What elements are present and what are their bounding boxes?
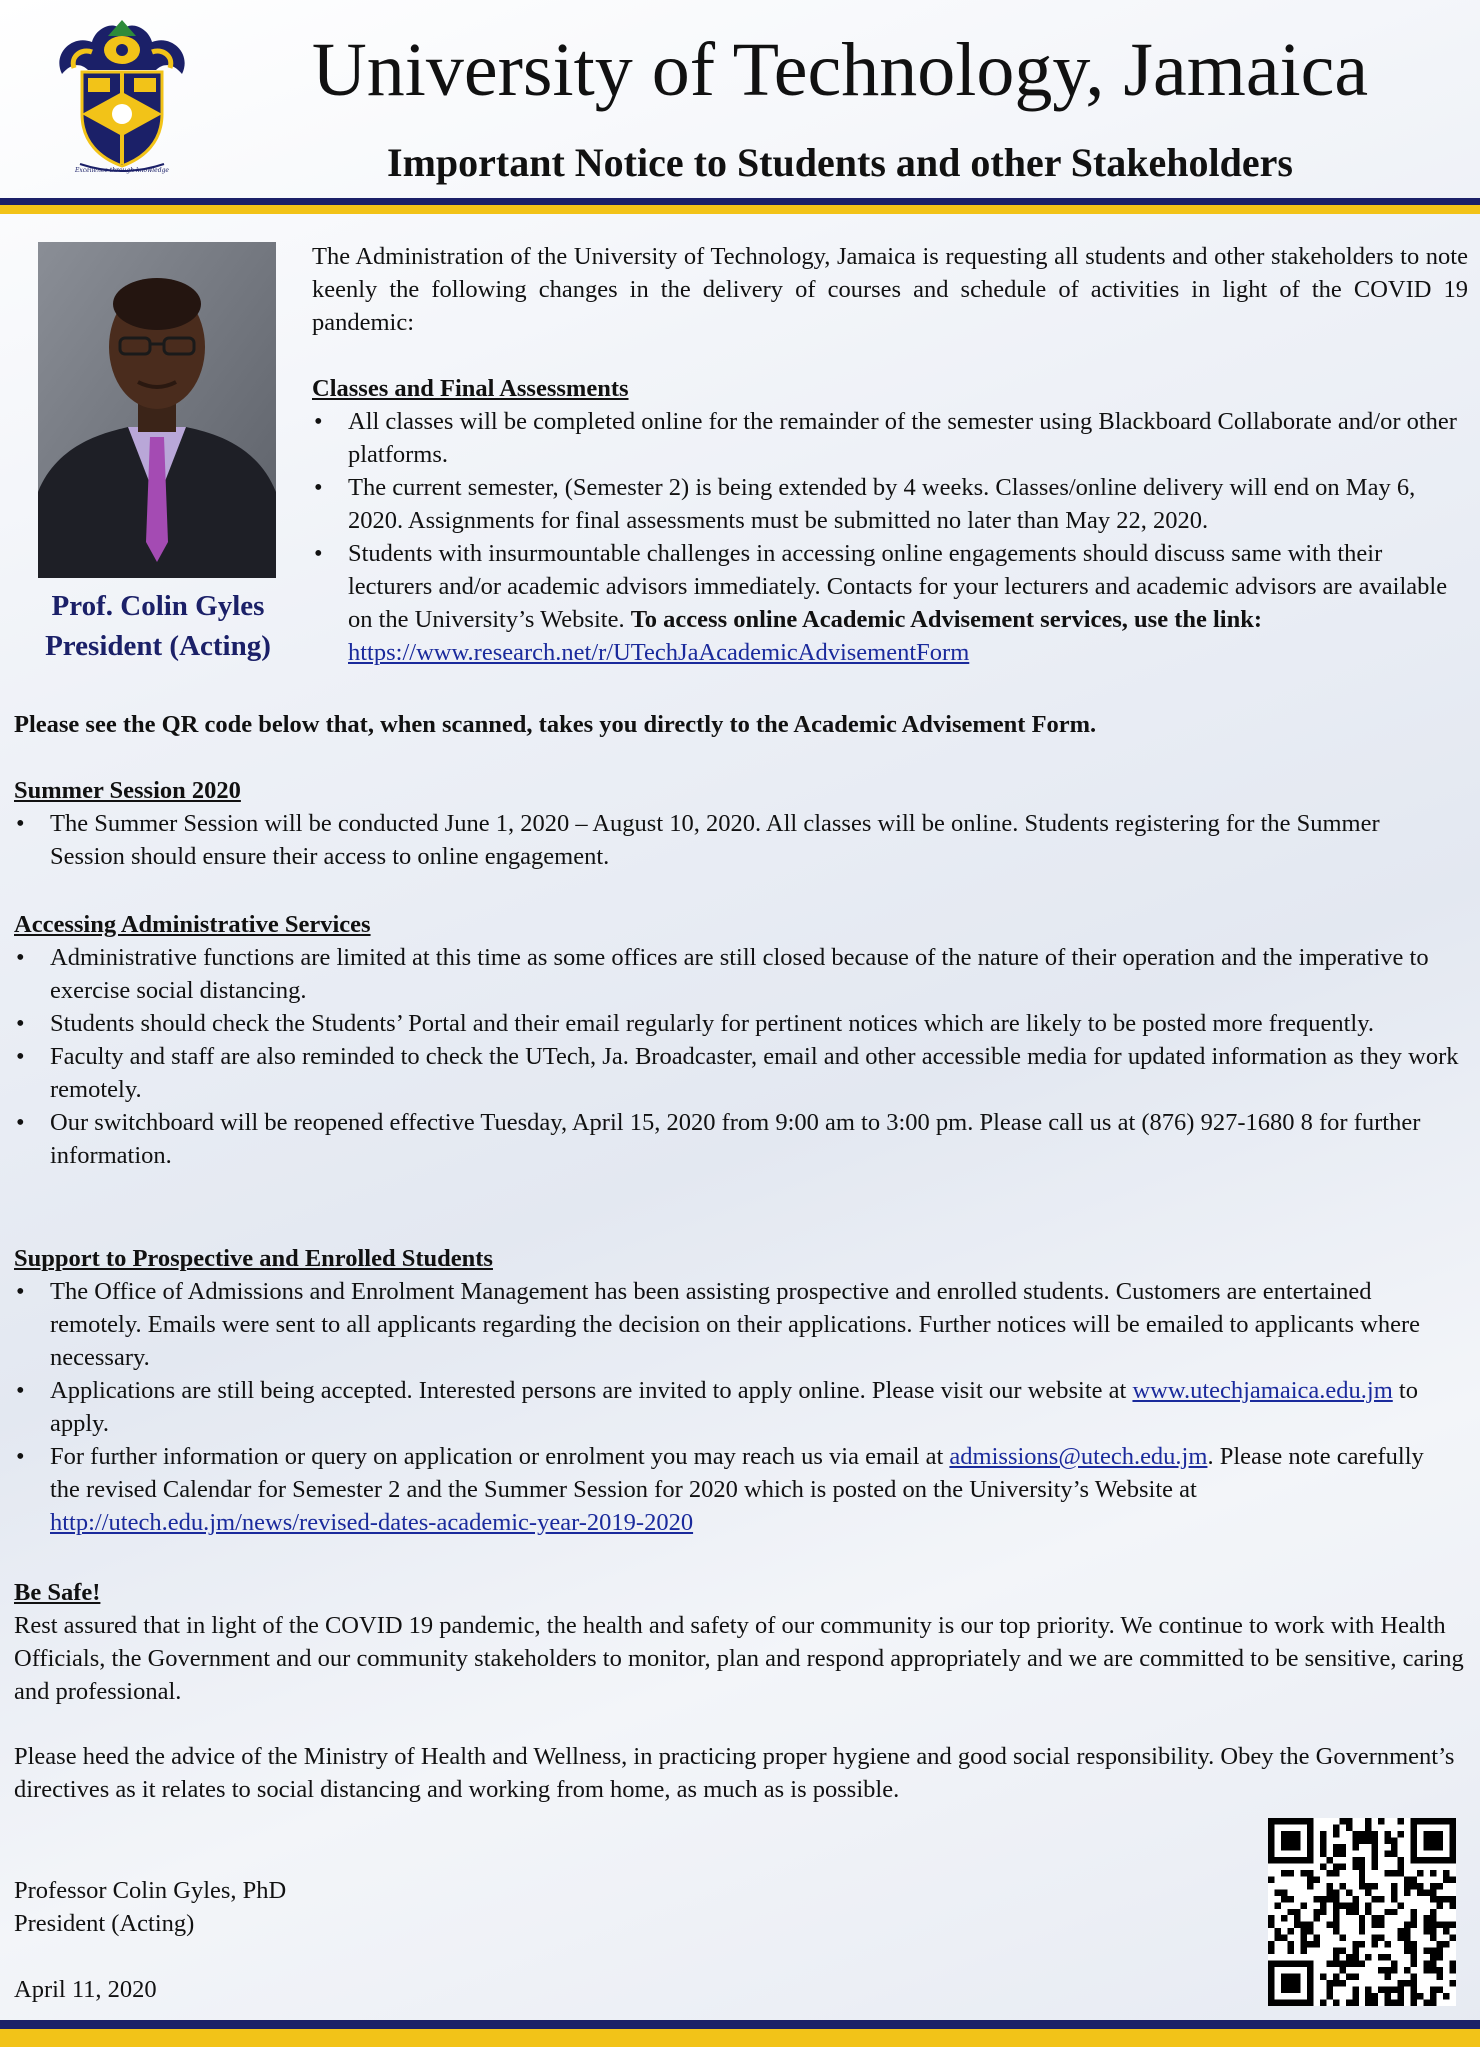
academic-advisement-link[interactable]: https://www.research.net/r/UTechJaAcademicAdvisementForm [348,639,970,666]
list-item: • For further information or query on application or enrolment you may reach us via email at admissions@utech.edu.jm. Please note carefully the revised Calendar for Semester 2 and the Summer Session for 2020 which is posted on the University’s Website at http://utech.edu.jm/news/revised-dates-academic-year-2019-2020 [14,1440,1454,1539]
qr-code[interactable] [1268,1818,1456,2006]
president-name: Prof. Colin Gyles [51,590,265,622]
qr-note: Please see the QR code below that, when scanned, takes you directly to the Academic Advisement Form. [14,711,1097,738]
president-title: President (Acting) [45,630,271,662]
support-heading: Support to Prospective and Enrolled Students [14,1245,493,1272]
be-safe-paragraph-2: Please heed the advice of the Ministry of Health and Wellness, in practicing proper hygiene and good social responsibility. Obey the Government’s directives as it relates to social distancing and working from home, as much as is possible. [14,1743,1455,1803]
revised-calendar-link[interactable]: http://utech.edu.jm/news/revised-dates-academic-year-2019-2020 [50,1509,694,1536]
header-divider-navy [0,198,1480,205]
list-item: • Students with insurmountable challenges in accessing online engagements should discuss same with their lecturers and/or academic advisors immediately. Contacts for your lecturers and academic advisors are available on the University’s Website. To access online Academic Advisement services, use the link: https://www.research.net/r/UTechJaAcademicAdvisementForm [312,537,1468,669]
page-title: University of Technology, Jamaica [311,28,1369,112]
website-link[interactable]: www.utechjamaica.edu.jm [1132,1377,1393,1404]
president-photo [38,242,276,578]
page-subtitle: Important Notice to Students and other Stakeholders [387,140,1293,185]
support-list [14,1275,1454,1539]
list-item: • All classes will be completed online for the remainder of the semester using Blackboard Collaborate and/or other platforms. [312,405,1468,471]
summer-heading: Summer Session 2020 [14,777,241,804]
header-divider-gold [0,205,1480,214]
admissions-email-link[interactable]: admissions@utech.edu.jm [949,1443,1208,1470]
list-item: • Administrative functions are limited at this time as some offices are still closed because of the nature of their operation and the imperative to exercise social distancing. [14,941,1468,1007]
crest-motto: Excellence through knowledge [75,167,169,174]
list-item: • The current semester, (Semester 2) is being extended by 4 weeks. Classes/online delivery will end on May 6, 2020. Assignments for final assessments must be submitted no later than May 22, 2020. [312,471,1468,537]
list-item: • Faculty and staff are also reminded to check the UTech, Ja. Broadcaster, email and other accessible media for updated information as they work remotely. [14,1040,1468,1106]
signature-title: President (Acting) [14,1910,195,1937]
intro-paragraph: The Administration of the University of Technology, Jamaica is requesting all students and other stakeholders to note keenly the following changes in the delivery of courses and schedule of activities in light of the COVID 19 pandemic: [312,243,1468,336]
page-header [0,0,1480,198]
be-safe-heading: Be Safe! [14,1579,101,1606]
signature-name: Professor Colin Gyles, PhD [14,1877,287,1904]
president-caption [10,586,306,666]
list-item: • The Office of Admissions and Enrolment Management has been assisting prospective and enrolled students. Customers are entertained remotely. Emails were sent to all applicants regarding the decision on their applications. Further notices will be emailed to applicants where necessary. [14,1275,1454,1374]
footer-divider-gold [0,2029,1480,2047]
be-safe-paragraph-1: Rest assured that in light of the COVID 19 pandemic, the health and safety of our community is our top priority. We continue to work with Health Officials, the Government and our community stakeholders to monitor, plan and respond appropriately and we are committed to be sensitive, caring and professional. [14,1612,1464,1705]
classes-list [312,405,1468,669]
list-item: • Our switchboard will be reopened effective Tuesday, April 15, 2020 from 9:00 am to 3:00 pm. Please call us at (876) 927-1680 8 for further information. [14,1106,1468,1172]
classes-heading: Classes and Final Assessments [312,375,629,402]
summer-list [14,807,1454,873]
footer-divider-navy [0,2020,1480,2029]
notice-date: April 11, 2020 [14,1976,157,2003]
university-crest-logo [52,14,192,174]
list-item: • Applications are still being accepted. Interested persons are invited to apply online. Please visit our website at www.utechjamaica.edu.jm to apply. [14,1374,1454,1440]
admin-heading: Accessing Administrative Services [14,911,371,938]
list-item: • Students should check the Students’ Portal and their email regularly for pertinent notices which are likely to be posted more frequently. [14,1007,1468,1040]
list-item: • The Summer Session will be conducted June 1, 2020 – August 10, 2020. All classes will be online. Students registering for the Summer Session should ensure their access to online engagement. [14,807,1454,873]
admin-list [14,941,1468,1172]
